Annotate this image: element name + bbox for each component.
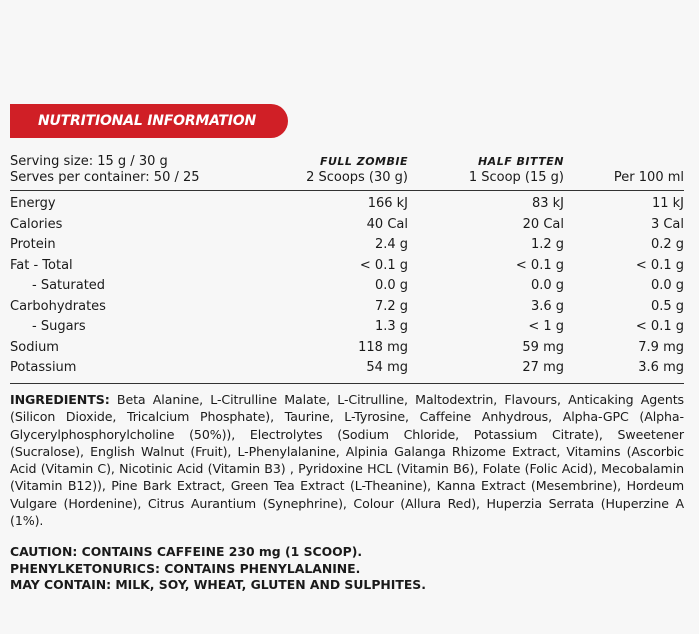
value-half: 0.0 g: [530, 278, 564, 293]
value-half: < 1 g: [528, 319, 564, 334]
value-half: < 0.1 g: [515, 257, 564, 273]
value-half: 20 Cal: [522, 216, 564, 232]
row-label: Fat - Total: [10, 257, 73, 273]
row-label: - Saturated: [32, 278, 106, 293]
table-row: [10, 194, 684, 215]
row-label: Carbohydrates: [10, 298, 106, 314]
table-row: [10, 215, 684, 236]
row-label: Potassium: [10, 360, 77, 375]
column-full-zombie: [290, 154, 408, 186]
value-full: 118 mg: [358, 339, 408, 355]
value-per100: 0.2 g: [650, 237, 684, 252]
ingredients-heading: INGREDIENTS:: [10, 392, 110, 407]
value-per100: 3.6 mg: [638, 360, 684, 375]
value-per100: 3 Cal: [650, 216, 684, 232]
value-half: 59 mg: [522, 339, 564, 355]
serving-size: Serving size: 15 g / 30 g: [10, 154, 168, 169]
row-label: - Sugars: [32, 319, 86, 334]
value-full: 0.0 g: [374, 278, 408, 293]
serves-per-container: Serves per container: 50 / 25: [10, 170, 200, 185]
caution-phenylketonurics: PHENYLKETONURICS: CONTAINS PHENYLALANINE.: [10, 560, 361, 576]
value-half: 27 mg: [522, 360, 564, 375]
table-row: [10, 358, 684, 379]
column-per-100ml: [600, 154, 684, 186]
col1-name: FULL ZOMBIE: [319, 155, 408, 168]
nutrition-table: [10, 154, 684, 384]
col3-serve: Per 100 ml: [613, 170, 684, 185]
value-half: 83 kJ: [531, 196, 564, 211]
table-row: [10, 256, 684, 277]
caution-block: [10, 544, 684, 594]
table-row: [10, 297, 684, 318]
value-full: 54 mg: [366, 360, 408, 375]
table-row: [10, 338, 684, 359]
row-label: Sodium: [10, 339, 59, 355]
caution-caffeine: CAUTION: CONTAINS CAFFEINE 230 mg (1 SCOOP).: [10, 544, 363, 559]
table-row: [10, 317, 684, 338]
ingredients-block: [10, 391, 684, 529]
value-full: < 0.1 g: [359, 257, 408, 273]
col2-serve: 1 Scoop (15 g): [468, 170, 564, 185]
value-per100: 11 kJ: [651, 196, 684, 211]
value-per100: < 0.1 g: [635, 257, 684, 273]
nutrition-banner: [10, 104, 288, 138]
row-label: Protein: [10, 237, 56, 252]
row-label: Calories: [10, 216, 63, 232]
value-full: 7.2 g: [374, 298, 408, 314]
ingredients-text: Beta Alanine, L-Citrulline Malate, L-Citrulline, Maltodextrin, Flavours, Anticaking Agents (Silicon Dioxide, Tricalcium Phosphate), Taurine, L-Tyrosine, Caffeine Anhydrous, Alpha-GPC (Alpha-Glycerylphosphorylcholine (50%)), Electrolytes (Sodium Chloride, Potassium Citrate), Sweetener (Sucralose), English Walnut (Fruit), L-Phenylalanine, Alpinia Galanga Rhizome Extract, Vitamins (Ascorbic Acid (Vitamin C), Nicotinic Acid (Vitamin B3) , Pyridoxine HCL (Vitamin B6), Folate (Folic Acid), Mecobalamin (Vitamin B12)), Pine Bark Extract, Green Tea Extract (L-Theanine), Kanna Extract (Mesembrine), Hordeum Vulgare (Hordenine), Citrus Aurantium (Synephrine), Colour (Allura Red), Huperzia Serrata (Huperzine A (1%).: [10, 392, 684, 529]
value-full: 1.3 g: [374, 319, 408, 334]
value-full: 166 kJ: [367, 196, 408, 211]
banner-title: NUTRITIONAL INFORMATION: [38, 113, 257, 129]
table-body: [10, 191, 684, 384]
serving-info: [10, 154, 200, 186]
value-full: 40 Cal: [366, 216, 408, 232]
value-half: 3.6 g: [530, 298, 564, 314]
col2-name: HALF BITTEN: [477, 155, 564, 168]
table-row: [10, 276, 684, 297]
value-per100: 0.5 g: [650, 298, 684, 314]
column-half-bitten: [450, 154, 564, 186]
value-half: 1.2 g: [530, 237, 564, 252]
table-header: [10, 154, 684, 191]
value-per100: 0.0 g: [650, 278, 684, 293]
col1-serve: 2 Scoops (30 g): [306, 170, 408, 185]
row-label: Energy: [10, 196, 56, 211]
value-per100: 7.9 mg: [638, 339, 684, 355]
caution-allergens: MAY CONTAIN: MILK, SOY, WHEAT, GLUTEN AND SULPHITES.: [10, 577, 426, 592]
value-full: 2.4 g: [374, 237, 408, 252]
value-per100: < 0.1 g: [635, 319, 684, 334]
table-row: [10, 235, 684, 256]
